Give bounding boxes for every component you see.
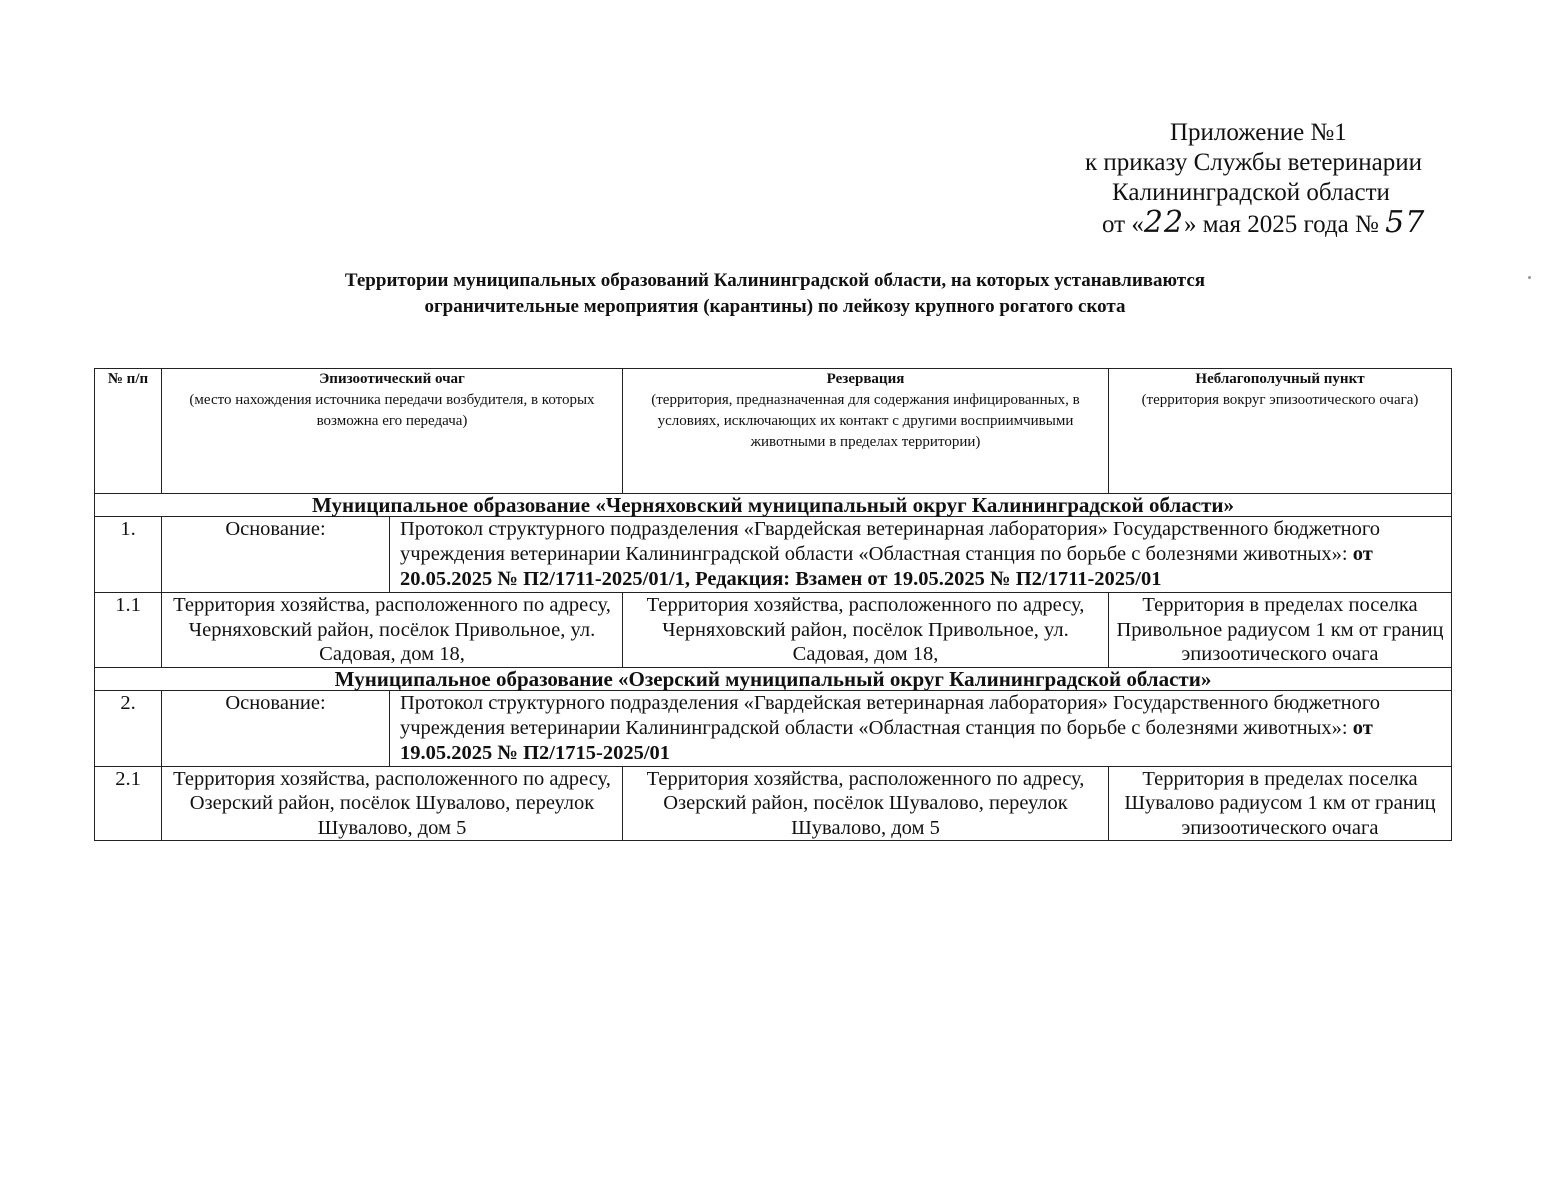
appendix-order-ref: к приказу Службы ветеринарии <box>1085 149 1423 176</box>
date-middle: » мая 2025 года № <box>1184 211 1379 238</box>
municipality-name: Муниципальное образование «Озерский муниципальный округ Калининградской области» <box>95 667 1452 690</box>
row-number: 2.1 <box>95 766 162 841</box>
basis-label: Основание: <box>162 690 390 766</box>
focus-cell: Территория хозяйства, расположенного по адресу, Черняховский район, посёлок Привольное, ул. Садовая, дом 18, <box>162 593 623 668</box>
basis-number: 2. <box>95 690 162 766</box>
table-header-row <box>95 369 1452 494</box>
basis-number: 1. <box>95 517 162 593</box>
header-reserve-desc: (территория, предназначенная для содержания инфицированных, в условиях, исключающих их контакт с другими восприимчивыми животными в пределах территории) <box>651 392 1080 450</box>
header-reserve-title: Резервация <box>826 371 905 387</box>
header-point-title: Неблагополучный пункт <box>1195 371 1365 387</box>
header-point-desc: (территория вокруг эпизоотического очага) <box>1141 392 1419 408</box>
basis-protocol: Протокол структурного подразделения «Гвардейская ветеринарная лаборатория» Государственного бюджетного учреждения ветеринарии Калининградской области «Областная станция по борьбе с болезнями животных»: <box>400 518 1381 565</box>
date-prefix: от « <box>1102 211 1144 238</box>
basis-row <box>95 690 1452 766</box>
basis-protocol: Протокол структурного подразделения «Гвардейская ветеринарная лаборатория» Государственного бюджетного учреждения ветеринарии Калининградской области «Областная станция по борьбе с болезнями животных»: <box>400 691 1381 739</box>
handwritten-day: 22 <box>1143 205 1185 240</box>
header-num: № п/п <box>95 369 162 494</box>
scan-speck <box>1528 276 1531 279</box>
municipality-row <box>95 494 1452 517</box>
reserve-cell: Территория хозяйства, расположенного по адресу, Озерский район, посёлок Шувалово, переулок Шувалово, дом 5 <box>623 766 1109 841</box>
basis-row <box>95 517 1452 593</box>
header-reserve <box>623 369 1109 494</box>
point-cell: Территория в пределах поселка Шувалово радиусом 1 км от границ эпизоотического очага <box>1109 766 1452 841</box>
table-row <box>95 593 1452 668</box>
basis-text <box>390 517 1452 593</box>
basis-label: Основание: <box>162 517 390 593</box>
municipality-name: Муниципальное образование «Черняховский муниципальный округ Калининградской области» <box>95 494 1452 517</box>
quarantine-table <box>94 368 1452 841</box>
point-cell: Территория в пределах поселка Привольное радиусом 1 км от границ эпизоотического очага <box>1109 593 1452 668</box>
focus-cell: Территория хозяйства, расположенного по адресу, Озерский район, посёлок Шувалово, переулок Шувалово, дом 5 <box>162 766 623 841</box>
appendix-title: Приложение №1 <box>1170 119 1347 146</box>
basis-protocol-ref: от 19.05.2025 № П2/1715-2025/01 <box>400 716 1373 764</box>
appendix-region: Калининградской области <box>1112 179 1390 206</box>
basis-protocol-ref: от 20.05.2025 № П2/1711-2025/01/1, Редакция: Взамен от 19.05.2025 № П2/1711-2025/01 <box>400 543 1373 590</box>
title-line-2: ограничительные мероприятия (карантины) по лейкозу крупного рогатого скота <box>424 296 1126 317</box>
header-focus-desc: (место нахождения источника передачи возбудителя, в которых возможна его передача) <box>189 392 595 429</box>
reserve-cell: Территория хозяйства, расположенного по адресу, Черняховский район, посёлок Привольное, ул. Садовая, дом 18, <box>623 593 1109 668</box>
handwritten-order-number: 57 <box>1385 205 1426 240</box>
basis-text <box>390 690 1452 766</box>
appendix-block <box>1040 118 1500 240</box>
table-row <box>95 766 1452 841</box>
row-number: 1.1 <box>95 593 162 668</box>
document-title <box>180 268 1370 320</box>
header-point <box>1109 369 1452 494</box>
municipality-row <box>95 667 1452 690</box>
title-line-1: Территории муниципальных образований Калининградской области, на которых устанавливаются <box>344 270 1206 291</box>
header-focus <box>162 369 623 494</box>
header-focus-title: Эпизоотический очаг <box>319 371 465 387</box>
appendix-date-line <box>1040 205 1500 240</box>
